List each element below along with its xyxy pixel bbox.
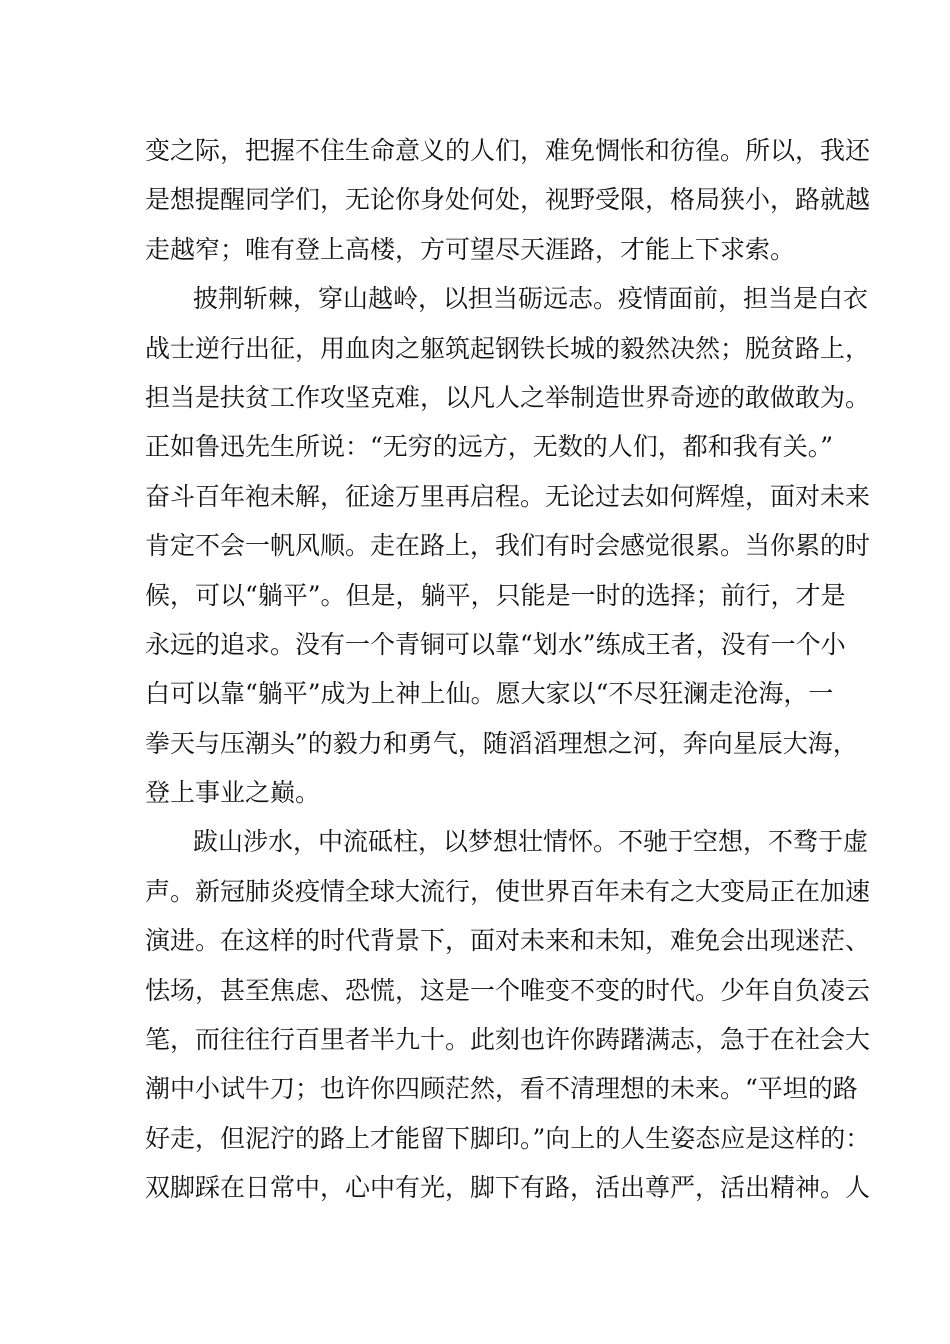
paragraph-3-line-3: 演进。在这样的时代背景下，面对未来和未知，难免会出现迷茫、	[145, 926, 871, 956]
paragraph-1-line-3: 走越窄；唯有登上高楼，方可望尽天涯路，才能上下求索。	[145, 234, 796, 264]
paragraph-3-line-6: 潮中小试牛刀；也许你四顾茫然，看不清理想的未来。“平坦的路	[145, 1074, 858, 1104]
paragraph-2-line-5: 奋斗百年袍未解，征途万里再启程。无论过去如何辉煌，面对未来	[145, 481, 871, 511]
paragraph-3-line-7: 好走，但泥泞的路上才能留下脚印。”向上的人生姿态应是这样的：	[145, 1123, 871, 1153]
paragraph-3-line-4: 怯场，甚至焦虑、恐慌，这是一个唯变不变的时代。少年自负凌云	[145, 975, 871, 1005]
paragraph-3-line-5: 笔，而往往行百里者半九十。此刻也许你踌躇满志，急于在社会大	[145, 1025, 871, 1055]
paragraph-2-line-2: 战士逆行出征，用血肉之躯筑起钢铁长城的毅然决然；脱贫路上，	[145, 333, 871, 363]
paragraph-3-line-2: 声。新冠肺炎疫情全球大流行，使世界百年未有之大变局正在加速	[145, 876, 871, 906]
paragraph-1-line-1: 变之际，把握不住生命意义的人们，难免惆怅和彷徨。所以，我还	[145, 136, 871, 165]
paragraph-2-line-1: 披荆斩棘，穿山越岭，以担当砺远志。疫情面前，担当是白衣	[193, 284, 869, 314]
paragraph-3-line-1: 跋山涉水，中流砥柱，以梦想壮情怀。不驰于空想，不骛于虚	[193, 827, 869, 857]
document-body	[145, 126, 871, 1213]
paragraph-2-line-11: 登上事业之巅。	[145, 778, 321, 808]
paragraph-2-line-7: 候，可以“躺平”。但是，躺平，只能是一时的选择；前行，才是	[145, 580, 846, 610]
paragraph-2-line-10: 拳天与压潮头”的毅力和勇气，随滔滔理想之河，奔向星辰大海，	[145, 728, 858, 758]
paragraph-1-line-2: 是想提醒同学们，无论你身处何处，视野受限，格局狭小，路就越	[145, 185, 871, 215]
paragraph-2-line-3: 担当是扶贫工作攻坚克难，以凡人之举制造世界奇迹的敢做敢为。	[145, 382, 871, 412]
paragraph-2-line-4: 正如鲁迅先生所说：“无穷的远方，无数的人们，都和我有关。”	[145, 432, 834, 462]
paragraph-3-line-8: 双脚踩在日常中，心中有光，脚下有路，活出尊严，活出精神。人	[145, 1173, 871, 1203]
paragraph-2-line-8: 永远的追求。没有一个青铜可以靠“划水”练成王者，没有一个小	[145, 629, 846, 659]
paragraph-2-line-6: 肯定不会一帆风顺。走在路上，我们有时会感觉很累。当你累的时	[145, 531, 871, 561]
paragraph-2-line-9: 白可以靠“躺平”成为上神上仙。愿大家以“不尽狂澜走沧海，一	[145, 679, 834, 709]
